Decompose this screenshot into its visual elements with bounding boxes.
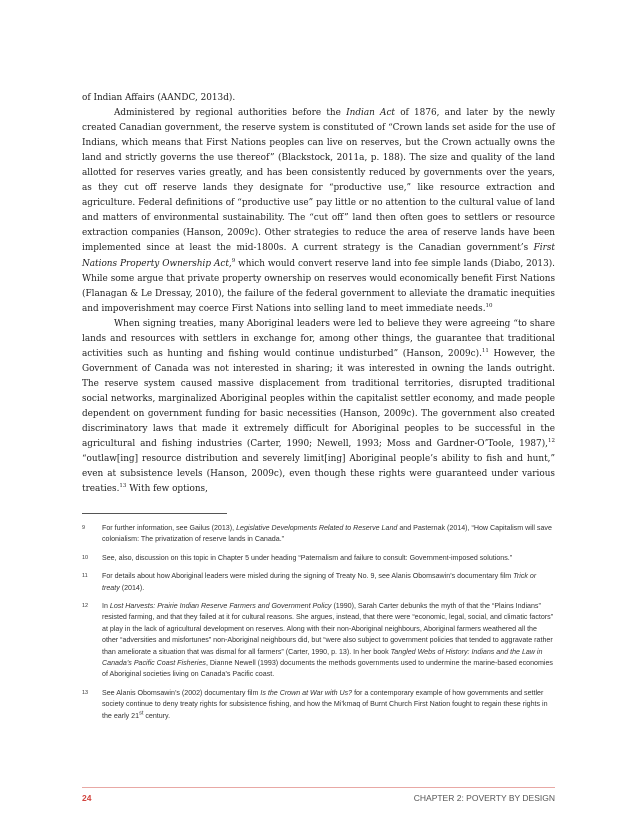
footnote-text: In Lost Harvests: Prairie Indian Reserve Farmers and Government Policy (1990), Sarah Carter debunks the myth of that the “Plains Indians” resisted farming, and that they failed at it for cultural reasons. She argues, instead, that there were “economic, legal, social, and climatic factors” at play in the lack of agricultural development on reserves. Along with their non-Aboriginal neighbours, Aboriginal farmers weathered all the other “adversities and misfortunes” non-Aboriginal neighbours did, but “were also subject to government policies that tended to aggravate rather than ameliorate a situation that was dismal for all farmers” (Carter, 1990, p. 13). In her book Tangled Webs of History: Indians and the Law in Canada’s Pacific Coast Fisheries, Dianne Newell (1993) documents the methods governments used to undermine the marine-based economies of Aboriginal societies living on Canada’s Pacific coast. [102,602,554,679]
footnote-12 [82,601,555,681]
footnote-ref-10[interactable]: 10 [485,302,493,309]
footnote-9 [82,523,555,546]
main-body-text [82,91,555,497]
footnote-ref-11[interactable]: 11 [481,347,489,354]
footnote-text: For details about how Aboriginal leaders were misled during the signing of Treaty No. 9, see Alanis Obomsawin’s documentary film Trick or treaty (2014). [102,572,537,592]
footnote-number: 9 [82,525,86,531]
chapter-title: CHAPTER 2: POVERTY BY DESIGN [413,793,555,803]
footnote-text: See, also, discussion on this topic in Chapter 5 under heading “Paternalism and failure to consult: Government-imposed solutions.” [102,553,513,562]
footnote-number: 11 [82,573,88,580]
footnote-text: See Alanis Obomsawin’s (2002) documentary film Is the Crown at War with Us? for a contemporary example of how governments and settler society continue to deny treaty rights for subsistence fishing, and how the Mi’kmaq of Burnt Church First Nation fought to regain these rights in the early 21st century. [102,688,548,720]
footnote-10 [82,553,555,564]
footnote-divider [82,513,227,514]
footnote-ref-13[interactable]: 13 [119,483,127,490]
footnote-ref-9[interactable]: 9 [231,257,236,264]
footnote-number: 13 [82,689,89,696]
footnote-number: 10 [82,554,89,561]
footnote-number: 12 [82,603,89,610]
footnote-13 [82,688,555,722]
footnotes-section [82,516,555,722]
footnote-text: For further information, see Gailus (2013), Legislative Developments Related to Reserve Land and Pasternak (2014), “How Capitalism will save colonialism: The privatization of reserve lands in Canada.” [102,524,552,544]
footer-divider [82,787,555,788]
footnote-ref-12[interactable]: 12 [548,438,555,445]
page-number: 24 [82,793,92,803]
footnote-11 [82,571,555,594]
paragraph-treaties: When signing treaties, many Aboriginal leaders were led to believe they were agreeing “to share lands and resources with settlers in exchange for, among other things, the guarantee that traditional activities such as hunting and fishing would continue undisturbed” (Hanson, 2009c).$^{11}$ However, the Government of Canada was not interested in sharing; it was interested in owning the lands outright. The reserve system caused massive displacement from traditional territories, disrupted traditional social networks, marginalized Aboriginal peoples within the capitalist settler economy, and made people dependent on government funding for basic necessities (Hanson, 2009c). The government also created discriminatory laws that made it extremely difficult for Aboriginal peoples to be successful in the agricultural and fishing industries (Carter, 1990; Newell, 1993; Moss and Gardner-O’Toole, 1987),$^{12}$ “outlaw[ing] resource distribution and severely limit[ing] Aboriginal people’s ability to fish and hunt,” even at subsistence levels (Hanson, 2009c), even though these rights were guaranteed under various treaties.$^{13}$ With few options, [82,318,555,495]
paragraph-reserve-system: Administered by regional authorities before the Indian Act of 1876, and later by the newly created Canadian government, the reserve system is constituted of “Crown lands set aside for the use of Indians, which means that First Nations peoples can live on reserves, but the Crown actually owns the land and strictly governs the use thereof” (Blackstock, 2011a, p. 188). The size and quality of the land allotted for reserves varies greatly, and has been consistently reduced by governments over the years, as they cut off reserve lands they designate for “productive use,” like resource extraction and agriculture. Federal definitions of “productive use” pay little or no attention to the cultural value of land and matters of environmental sustainability. The “cut off” land then often goes to settlers or resource extraction companies (Hanson, 2009c). Other strategies to reduce the area of reserve lands have been implemented since at least the mid-1800s. A current strategy is the Canadian government’s First Nations Property Ownership Act,$^9$ which would convert reserve land into fee simple lands (Diabo, 2013). While some argue that private property ownership on reserves would economically benefit First Nations (Flanagan & Le Dressay, 2010), the failure of the federal government to alleviate the dramatic inequities and impoverishment may coerce First Nations into selling land to meet immediate needs.$^{10}$ [82,108,555,314]
paragraph-continuation: of Indian Affairs (AANDC, 2013d). [82,93,236,103]
